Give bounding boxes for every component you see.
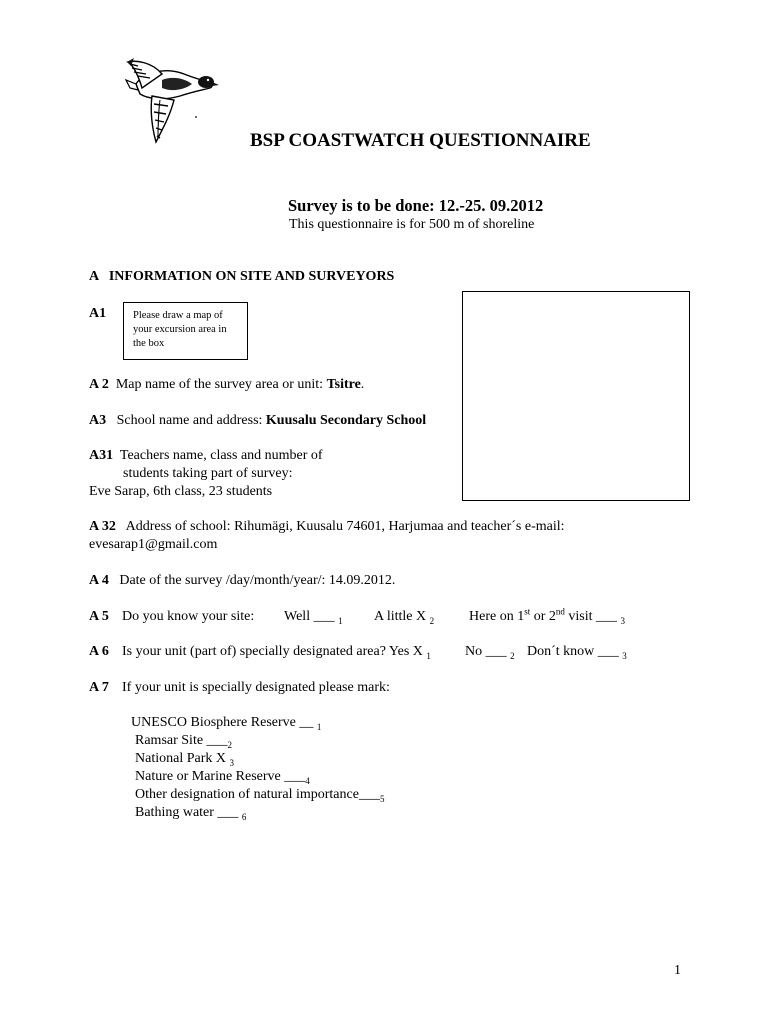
a1-code: A1 xyxy=(89,306,107,321)
a1-note-box xyxy=(123,302,248,360)
a32-code: A 32 xyxy=(89,519,116,534)
a31-row xyxy=(89,447,323,465)
a31-label-line-2: students taking part of survey: xyxy=(123,466,293,481)
a2-row xyxy=(89,376,364,394)
page-title: BSP COASTWATCH QUESTIONNAIRE xyxy=(250,130,591,151)
a31-code: A31 xyxy=(89,448,114,463)
a7-option-nature-reserve[interactable]: Nature or Marine Reserve $\_\_\__4$ xyxy=(135,769,310,786)
page-number: 1 xyxy=(674,963,681,978)
a1-note-line-3: the box xyxy=(133,338,165,349)
survey-scope: This questionnaire is for 500 m of shoreline xyxy=(289,217,535,232)
a31-label-line-1: Teachers name, class and number of xyxy=(119,448,323,463)
a32-text-line-2: evesarap1@gmail.com xyxy=(89,537,218,552)
a31-answer: Eve Sarap, 6th class, 23 students xyxy=(89,484,273,499)
a2-period: . xyxy=(360,377,365,392)
a5-code: A 5 xyxy=(89,609,109,624)
a2-label: Map name of the survey area or unit: xyxy=(115,377,324,392)
a6-option-dont-know[interactable]: Don´t know ___ $_3$ xyxy=(527,644,627,661)
a3-row xyxy=(89,412,426,430)
a6-question[interactable]: Is your unit (part of) specially designated area? Yes X $_1$ xyxy=(122,644,431,661)
a5-option-little-num: 2 xyxy=(429,615,435,626)
a1-note-line-2: your excursion area in xyxy=(133,324,227,335)
a32-text-line-1: Address of school: Rihumägi, Kuusalu 74601, Harjumaa and teacher´s e-mail: xyxy=(125,519,565,534)
a5-option-little[interactable]: A little X $_2$ xyxy=(374,609,435,626)
a2-value: Tsitre xyxy=(326,377,361,392)
a4-row xyxy=(89,572,395,590)
a7-option-bathing-water[interactable]: Bathing water ___ $_6$ xyxy=(135,805,247,822)
bird-logo xyxy=(122,44,222,144)
a1-note-line-1: Please draw a map of xyxy=(133,310,223,321)
a7-option-other-designation[interactable]: Other designation of natural $importance\_\_\__5$ xyxy=(135,787,385,804)
a7-code: A 7 xyxy=(89,680,109,695)
a7-option-list xyxy=(131,714,384,822)
a7-option-ramsar[interactable]: Ramsar Site $\_\_\__2$ xyxy=(135,733,233,750)
a6-no-num: 2 xyxy=(510,650,515,661)
a7-option-unesco[interactable]: UNESCO Biosphere Reserve __ $_1$ xyxy=(131,715,322,732)
a5-question: Do you know your site: xyxy=(122,609,255,624)
a4-code: A 4 xyxy=(89,573,109,588)
map-drawing-box[interactable] xyxy=(462,291,690,501)
a5-option-visit-num: 3 xyxy=(620,615,626,626)
survey-dates: Survey is to be done: 12.-25. 09.2012 xyxy=(288,196,544,215)
a7-option-national-park[interactable]: National Park X $_3$ xyxy=(135,751,234,768)
a7-question: If your unit is specially designated please mark: xyxy=(122,680,390,695)
a3-label: School name and address: xyxy=(116,413,263,428)
a6-option-no[interactable]: No ___ $_2$ xyxy=(465,644,515,661)
a3-code: A3 xyxy=(89,413,107,428)
a5-option-well[interactable]: Well ___ $_1$ xyxy=(284,609,343,626)
a6-code: A 6 xyxy=(89,644,109,659)
a2-code: A 2 xyxy=(89,377,109,392)
a5-option-visit[interactable]: Here on 1st or 2nd visit ___ $_3$ xyxy=(469,606,626,626)
a5-option-well-num: 1 xyxy=(338,615,343,626)
section-a-heading: A INFORMATION ON SITE AND SURVEYORS xyxy=(89,269,395,284)
a6-yes-num: 1 xyxy=(426,650,431,661)
a32-row xyxy=(89,518,565,536)
a3-value: Kuusalu Secondary School xyxy=(265,413,427,428)
a4-text: Date of the survey /day/month/year/: 14.09.2012. xyxy=(119,573,396,588)
a6-dk-num: 3 xyxy=(622,650,627,661)
